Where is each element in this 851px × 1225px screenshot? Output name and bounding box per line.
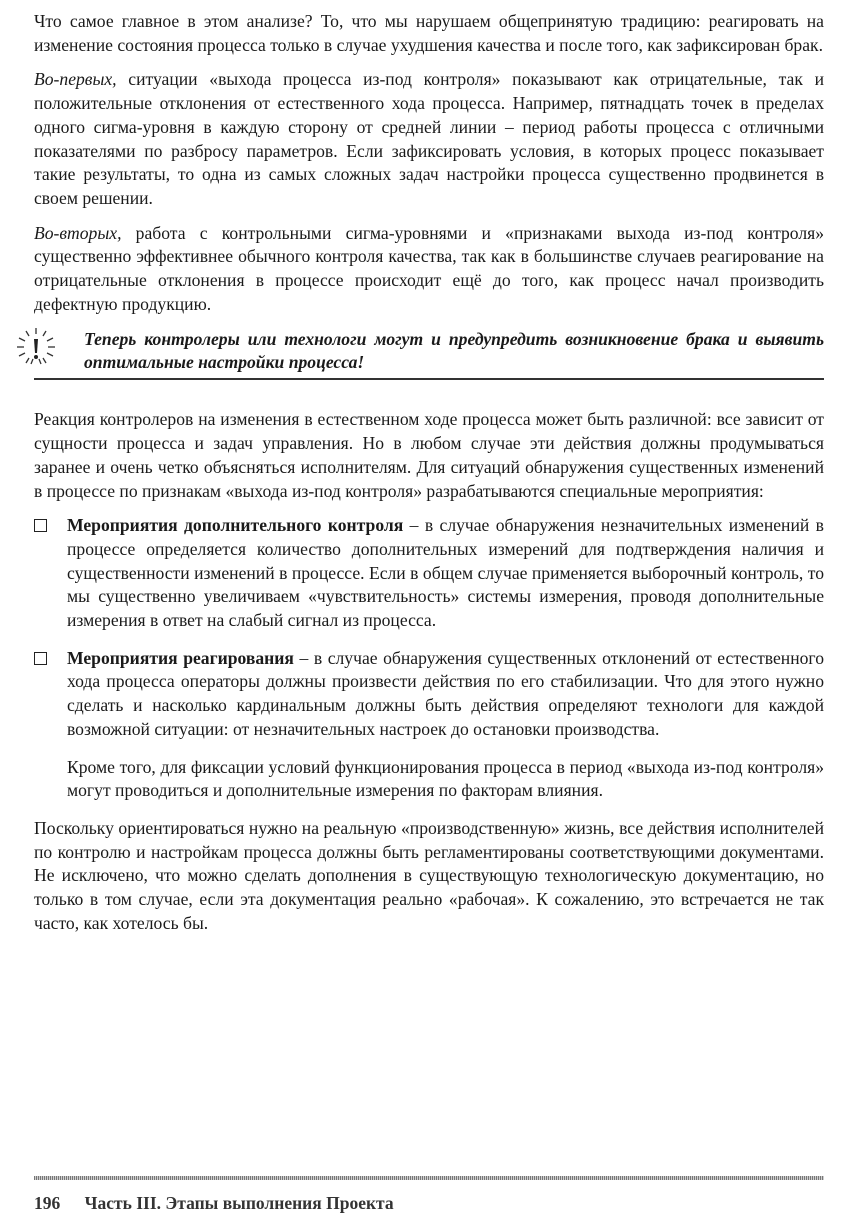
footer-divider [34,1176,824,1180]
paragraph-3-body: работа с контрольными сигма-уровнями и «признаками выхода из-под контроля» существенно эффективнее обычного контроля качества, так как в большинстве случаев реагирование на отрицательные отклонения в процессе происходит ещё до того, как процесс начал производить дефектную продукцию. [34,222,824,314]
list-item-body: – в случае обнаружения незначительных изменений в процессе определяется количество дополнительных измерений для подтверждения наличия и существенности изменений в процессе. Если в общем случае применяется выборочный контроль, то мы существенно увеличиваем «чувствительность» системы измерения, проводя дополнительные измерения в ответ на слабый сигнал из процесса. [67,515,824,631]
list-item-title: Мероприятия дополнительного контроля [67,515,404,536]
paragraph-1: Что самое главное в этом анализе? То, что мы нарушаем общепринятую традицию: реагировать на изменение состояния процесса только в случае ухудшения качества и после того, как зафиксирован брак. [34,11,824,55]
list-item-text [67,647,824,742]
paragraph-6: Поскольку ориентироваться нужно на реальную «производственную» жизнь, все действия исполнителей по контролю и настройкам процесса должны быть регламентированы соответствующими документами. Не исключено, что можно сделать дополнения в существующую технологическую документацию, но только в том случае, если эта документация реально «рабочая». К сожалению, это встречается не так часто, как хотелось бы. [34,817,824,933]
list-item-body: – в случае обнаружения существенных отклонений от естественного хода процесса операторы должны произвести действия по его стабилизации. Что для этого нужно сделать и насколько кардинальным должны быть действия определяют технологи для каждой возможной ситуации: от незначительных настроек до остановки производства. [67,647,824,739]
callout-text: Теперь контролеры или технологи могут и предупредить возникновение брака и выявить оптимальные настройки процесса! [84,329,824,373]
list-item-title: Мероприятия реагирования [67,647,294,668]
list-item [34,647,824,742]
page-content [34,10,824,947]
section-title: Часть III. Этапы выполнения Проекта [84,1193,394,1213]
checkbox-icon [34,652,47,665]
paragraph-2-body: ситуации «выхода процесса из-под контроля» показывают как отрицательные, так и положительные отклонения от естественного хода процесса. Например, пятнадцать точек в пределах одного сигма-уровня в каждую сторону от средней линии – период работы процесса с отличными показателями по разбросу параметров. Если зафиксировать условия, в которых процесс показывает такие результаты, то одна из самых сложных задач настройки процесса существенно продвинется в своем решении. [34,69,824,208]
page-footer [34,1193,394,1214]
paragraph-2 [34,68,824,210]
paragraph-5: Кроме того, для фиксации условий функционирования процесса в период «выхода из-под контроля» могут проводиться и дополнительные измерения по факторам влияния. [67,756,824,801]
page-number: 196 [34,1193,61,1213]
paragraph-3 [34,222,824,317]
paragraph-4: Реакция контролеров на изменения в естественном ходе процесса может быть различной: все зависит от сущности процесса и задач управления. Но в любом случае эти действия должны продумываться заранее и очень четко объясняться исполнителям. Для ситуаций обнаружения существенных изменений в процессе по признакам «выхода из-под контроля» разрабатываются специальные мероприятия: [34,409,824,501]
idea-lamp-icon [14,326,58,366]
checkbox-icon [34,519,47,532]
list-item-text [67,514,824,633]
list-item [34,514,824,633]
paragraph-3-lead: Во-вторых, [34,222,122,243]
paragraph-2-lead: Во-первых, [34,69,117,90]
callout-box [34,328,824,380]
